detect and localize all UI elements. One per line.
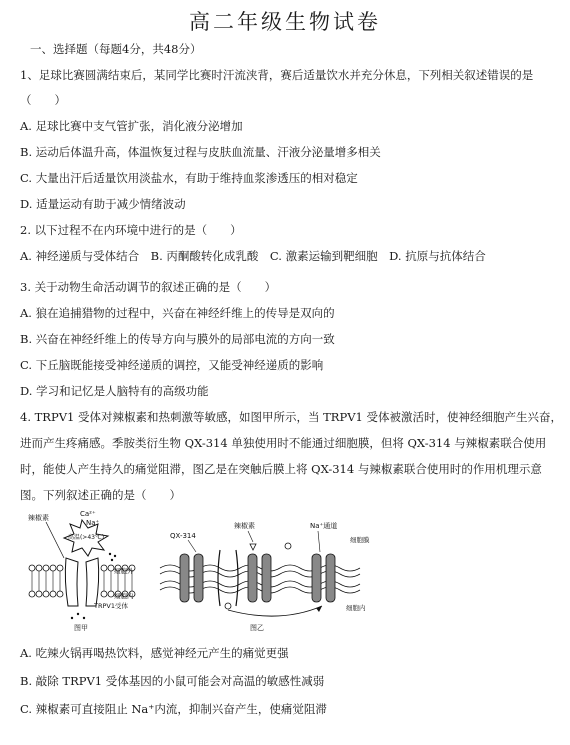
figure-yi [160,521,370,632]
q2-stem: 2. 以下过程不在内环境中进行的是（ ） [20,223,242,237]
q4-figure [20,506,400,634]
q4-stem-line4: 图。下列叙述正确的是（ ） [20,488,181,502]
q1-option-b: B. 运动后体温升高，体温恢复过程与皮肤血流量、汗液分泌量增多相关 [20,145,381,159]
channel-proteins-yi [180,554,335,602]
trpv1-channel-yi [218,550,238,606]
q4-option-c: C. 辣椒素可直接阻止 Na⁺内流，抑制兴奋产生，使痛觉阻滞 [20,702,327,716]
q4-option-a: A. 吃辣火锅再喝热饮料，感觉神经元产生的痛觉更强 [20,646,289,660]
q3-option-b: B. 兴奋在神经纤维上的传导方向与膜外的局部电流的方向一致 [20,332,335,346]
caption-yi: 图乙 [250,624,264,632]
inside-label-jia: 细胞内 [114,592,134,600]
section-heading: 一、选择题（每题4分，共48分） [30,42,202,56]
inside-label-yi: 细胞内 [346,604,366,612]
q3-stem: 3. 关于动物生命活动调节的叙述正确的是（ ） [20,280,277,294]
q1-option-c: C. 大量出汗后适量饮用淡盐水，有助于维持血浆渗透压的相对稳定 [20,171,358,185]
q4-stem-line1: 4. TRPV1 受体对辣椒素和热刺激等敏感，如图甲所示，当 TRPV1 受体被激活时，使神经细胞产生兴奋， [20,410,562,424]
q1-option-d: D. 适量运动有助于减少情绪波动 [20,197,186,211]
q1-paren: （ ） [20,93,66,107]
q2-options: A. 神经递质与受体结合 B. 丙酮酸转化成乳酸 C. 激素运输到靶细胞 D. 抗原与抗体结合 [20,249,486,263]
q1-stem: 1、足球比赛圆满结束后，某同学比赛时汗流浃背，赛后适量饮水并充分休息，下列相关叙述错误的是 [20,68,534,82]
capsaicin-label-jia: 辣椒素 [28,514,49,522]
qx-molecule-top-icon [285,543,291,549]
qx-label: QX-314 [170,532,196,540]
qx-pointer [188,540,196,552]
capsaicin-triangle-icon [250,544,256,550]
q3-option-d: D. 学习和记忆是人脑特有的高级功能 [20,384,209,398]
q3-option-c: C. 下丘脑既能接受神经递质的调控，又能受神经递质的影响 [20,358,324,372]
q3-option-a: A. 狼在追捕猎物的过程中，兴奋在神经纤维上的传导是双向的 [20,306,335,320]
q4-stem-line3: 时，能使人产生持久的痛觉阻滞，图乙是在突触后膜上将 QX-314 与辣椒素联合使用时的作用机理示意 [20,462,542,476]
heat-label: 高温(>43℃) [67,534,105,541]
exam-title: 高二年级生物试卷 [189,10,381,34]
ca-label: Ca²⁺ [80,510,96,518]
na-channel-pointer [318,531,320,552]
na-channel-label: Na⁺通道 [310,522,338,530]
outside-label-jia: 细胞外 [114,567,134,575]
trpv1-label: TRPV1受体 [94,602,128,610]
q1-option-a: A. 足球比赛中支气管扩张，消化液分泌增加 [20,119,243,133]
qx-molecule-icon [225,603,231,609]
qx-path-arrow [228,606,322,616]
capsaicin-label-yi: 辣椒素 [234,522,255,530]
q4-option-b: B. 敲除 TRPV1 受体基因的小鼠可能会对高温的敏感性减弱 [20,674,325,688]
membrane-label-yi: 细胞膜 [350,536,370,544]
na-label-jia: Na⁺ [86,519,100,527]
capsaicin-pointer [46,522,64,558]
caption-jia: 图甲 [74,624,88,632]
figure-jia [28,510,140,632]
capsaicin-pointer-yi [248,531,253,542]
q4-stem-line2: 进而产生疼痛感。季胺类衍生物 QX-314 单独使用时不能通过细胞膜，但将 QX-314 与辣椒素联合使用 [20,436,547,450]
